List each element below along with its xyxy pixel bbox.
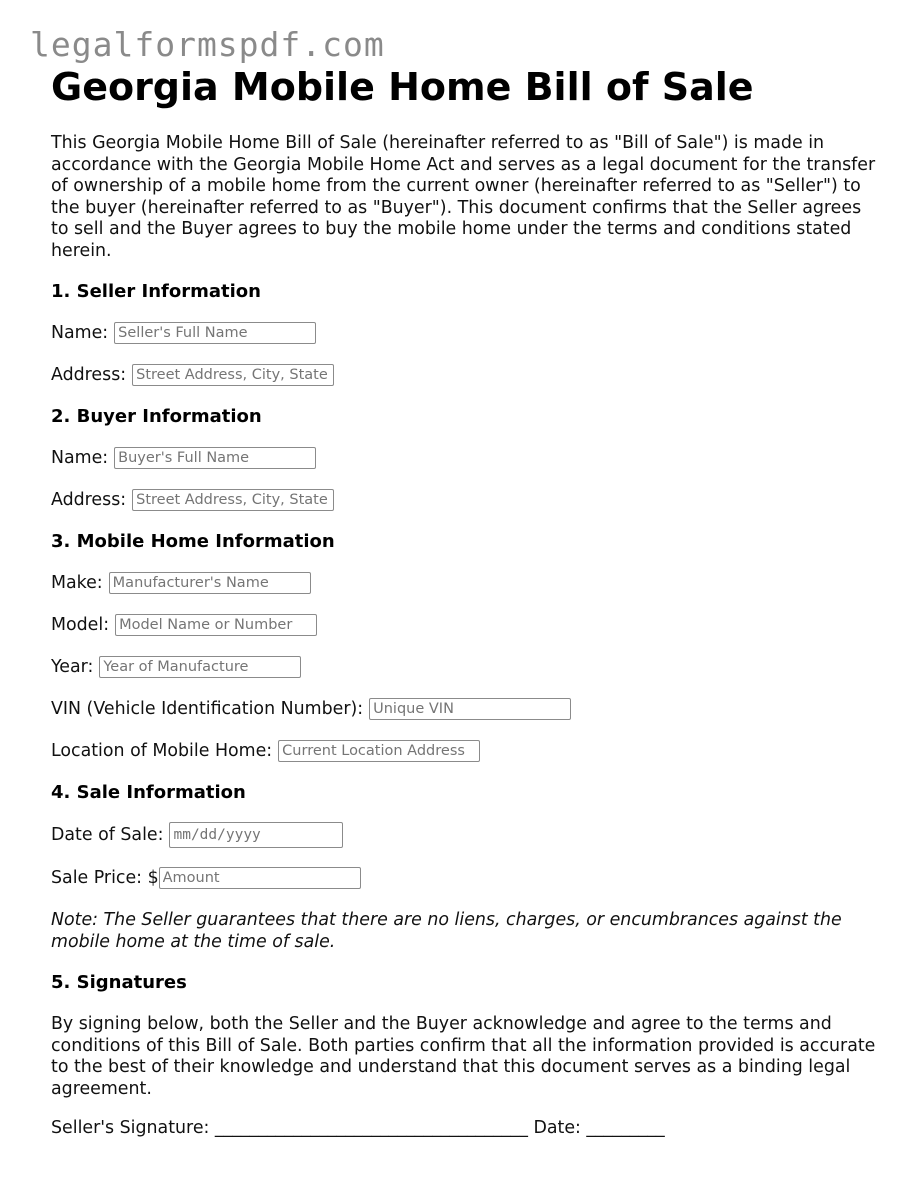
year-input[interactable] [99, 656, 301, 678]
location-label: Location of Mobile Home: [51, 741, 273, 761]
sale-note: Note: The Seller guarantees that there are no liens, charges, or encumbrances against the mobile home at the time of sale. [51, 910, 842, 952]
make-label: Make: [51, 573, 103, 593]
home-section [51, 531, 881, 763]
sale-section [51, 782, 881, 953]
page-title: Georgia Mobile Home Bill of Sale [51, 65, 754, 109]
seller-address-input[interactable] [132, 364, 334, 386]
make-input[interactable] [109, 572, 311, 594]
seller-name-label: Name: [51, 323, 109, 343]
sale-heading: 4. Sale Information [51, 782, 246, 803]
seller-signature-line: Seller's Signature: ____________________________________ Date: _________ [51, 1118, 665, 1138]
year-row [51, 655, 881, 679]
seller-address-row [51, 363, 881, 387]
buyer-name-row [51, 446, 881, 470]
seller-name-row [51, 321, 881, 345]
sale-price-label: Sale Price: $ [51, 868, 159, 888]
model-input[interactable] [115, 614, 317, 636]
year-label: Year: [51, 657, 94, 677]
home-heading: 3. Mobile Home Information [51, 531, 335, 552]
buyer-heading: 2. Buyer Information [51, 406, 262, 427]
sale-date-row [51, 822, 881, 848]
location-input[interactable] [278, 740, 480, 762]
vin-label: VIN (Vehicle Identification Number): [51, 699, 364, 719]
location-row [51, 739, 881, 763]
sale-price-row [51, 866, 881, 890]
make-row [51, 571, 881, 595]
sale-date-input[interactable] [169, 822, 343, 848]
document [51, 64, 881, 1138]
buyer-address-label: Address: [51, 490, 127, 510]
signatures-paragraph: By signing below, both the Seller and the Buyer acknowledge and agree to the terms and conditions of this Bill of Sale. Both parties confirm that all the information provided is accurate to the best of their knowledge and understand that this document serves as a binding legal agreement. [51, 1014, 876, 1099]
signatures-section [51, 972, 881, 1138]
buyer-name-label: Name: [51, 448, 109, 468]
intro-paragraph: This Georgia Mobile Home Bill of Sale (hereinafter referred to as "Bill of Sale") is made in accordance with the Georgia Mobile Home Act and serves as a legal document for the transfer of ownership of a mobile home from the current owner (hereinafter referred to as "Seller") to the buyer (hereinafter referred to as "Buyer"). This document confirms that the Seller agrees to sell and the Buyer agrees to buy the mobile home under the terms and conditions stated herein. [51, 133, 876, 261]
model-label: Model: [51, 615, 110, 635]
seller-section [51, 281, 881, 387]
buyer-section [51, 406, 881, 512]
buyer-address-row [51, 488, 881, 512]
buyer-address-input[interactable] [132, 489, 334, 511]
signatures-heading: 5. Signatures [51, 972, 187, 993]
buyer-name-input[interactable] [114, 447, 316, 469]
model-row [51, 613, 881, 637]
watermark: legalformspdf.com [30, 25, 385, 64]
seller-address-label: Address: [51, 365, 127, 385]
sale-price-input[interactable] [159, 867, 361, 889]
seller-heading: 1. Seller Information [51, 281, 261, 302]
vin-input[interactable] [369, 698, 571, 720]
vin-row [51, 697, 881, 721]
seller-name-input[interactable] [114, 322, 316, 344]
sale-date-label: Date of Sale: [51, 825, 164, 845]
